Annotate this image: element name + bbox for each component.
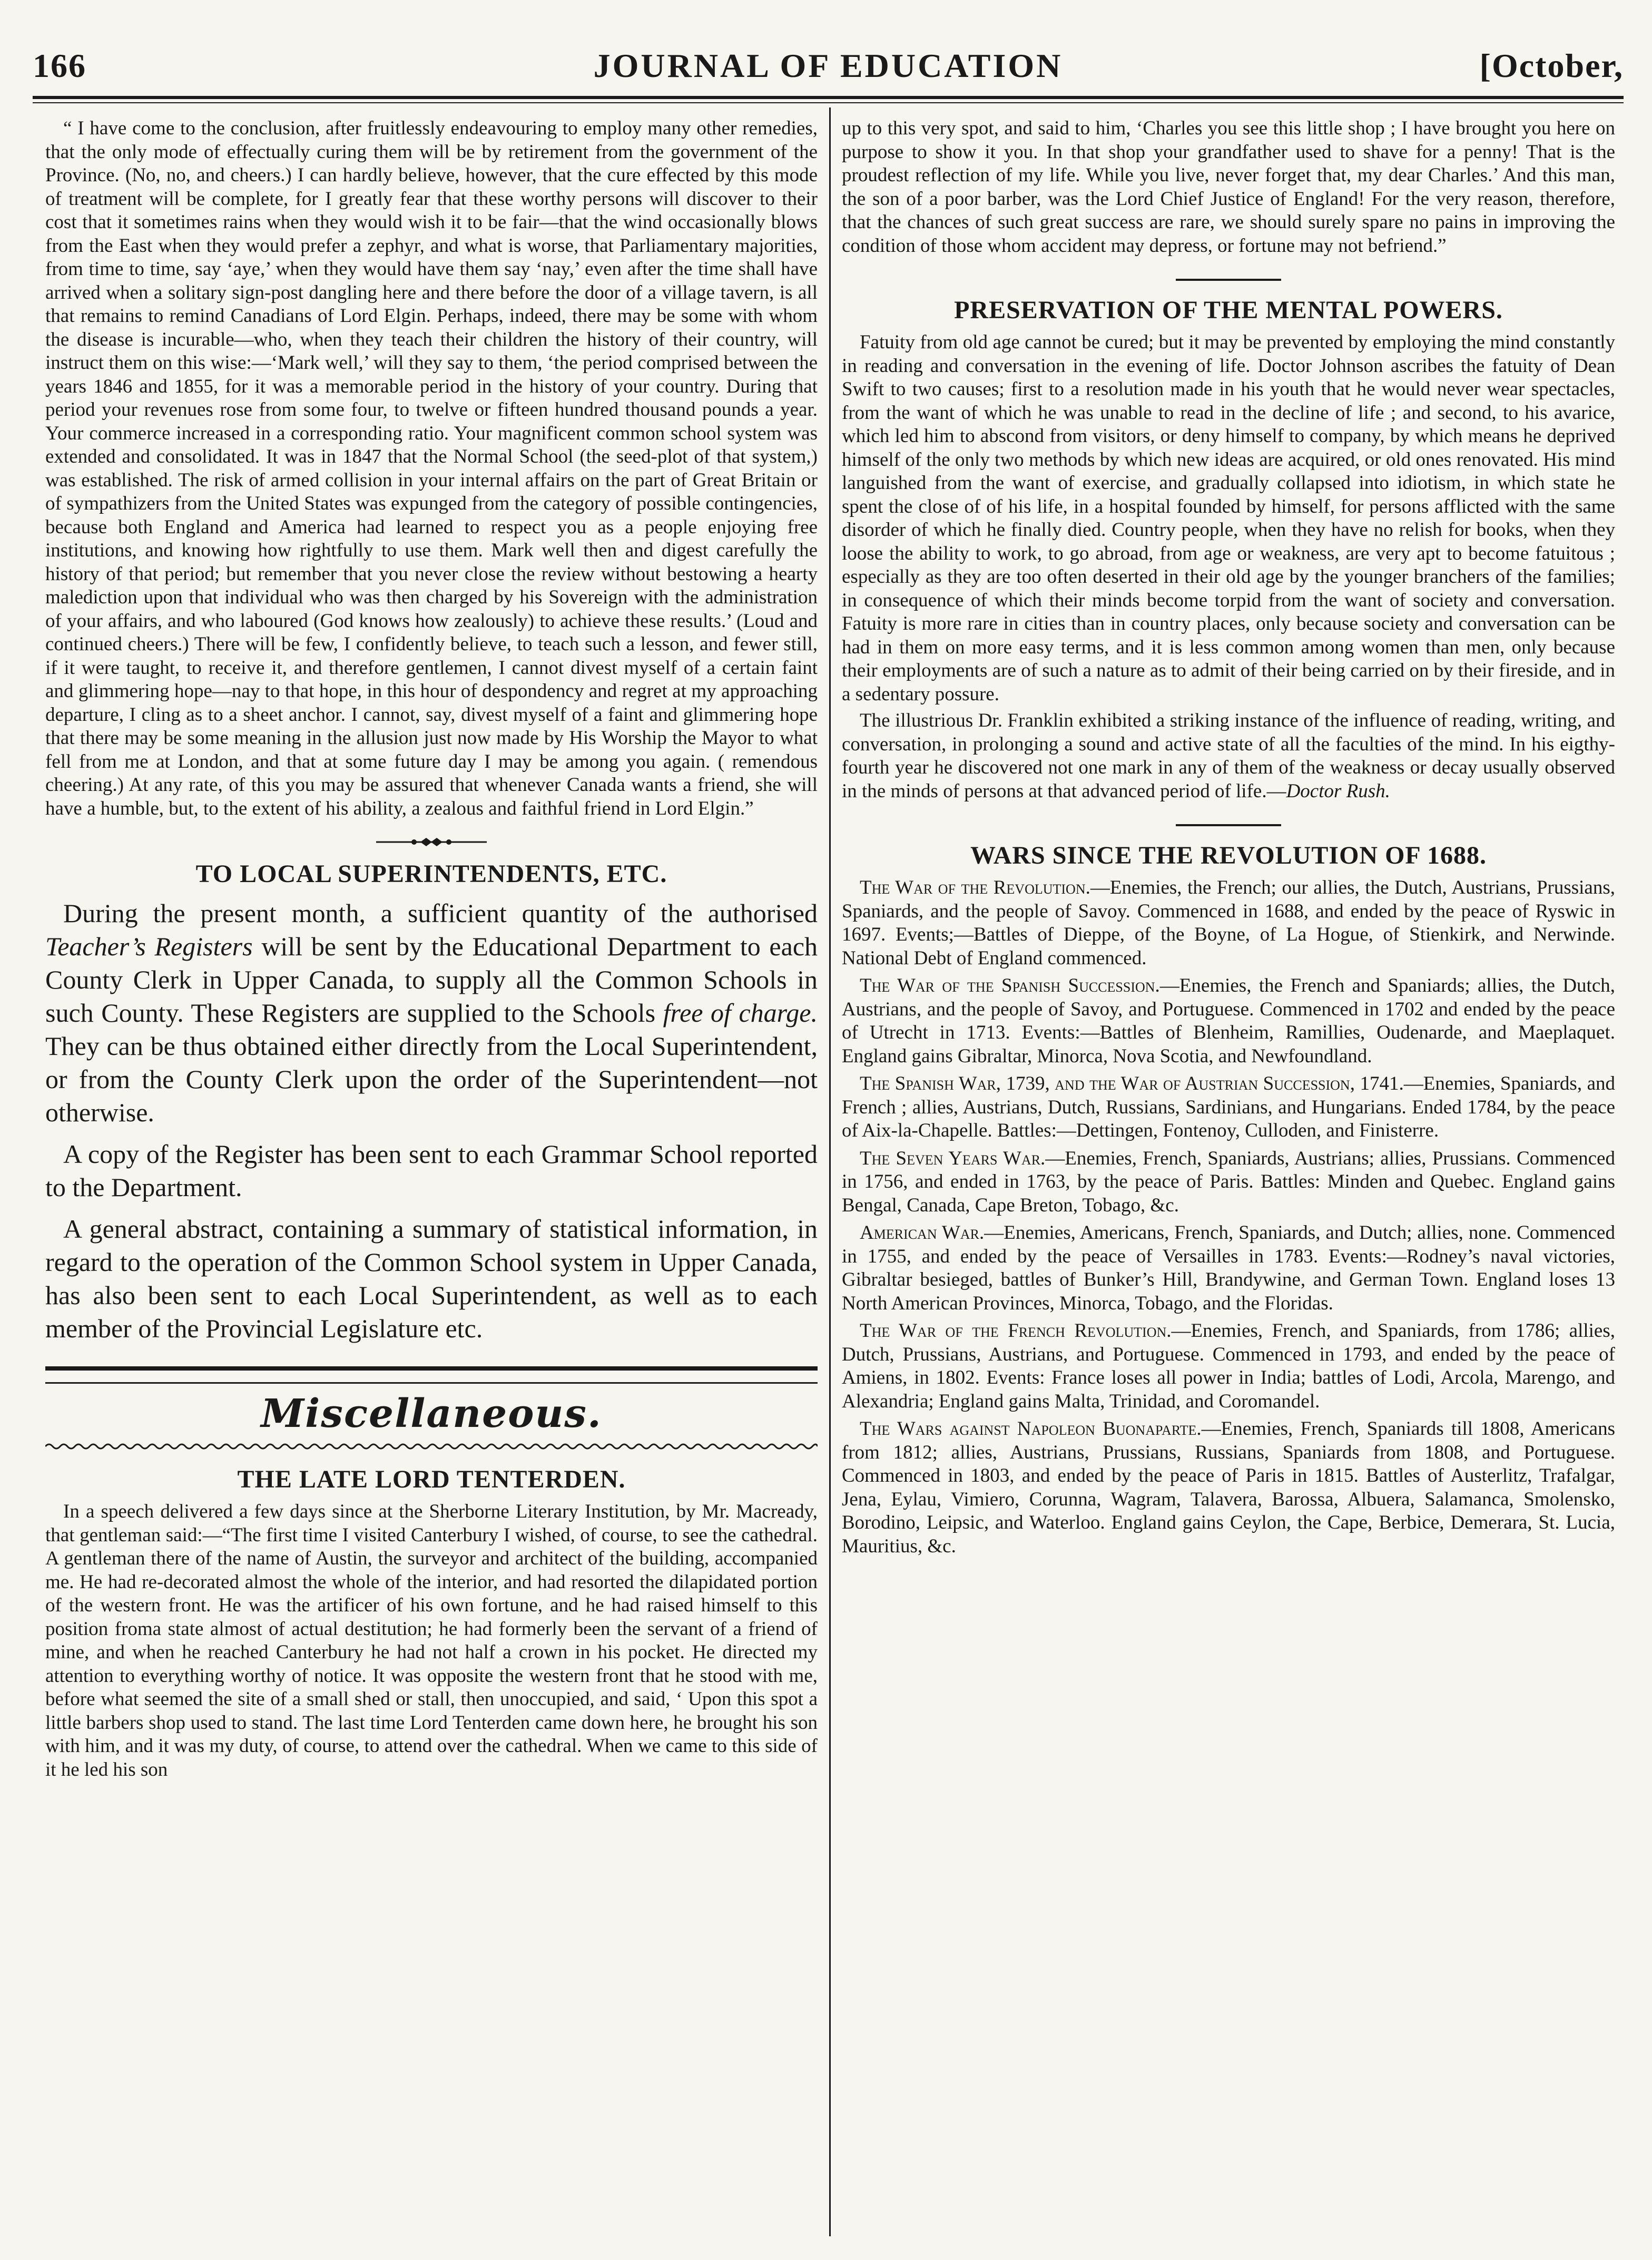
- war-entry-title: The War of the Revolution.: [860, 877, 1090, 898]
- ornament-divider: [376, 836, 487, 848]
- column-divider: [829, 107, 831, 2236]
- war-entry-body: —Enemies, French, and Spaniards, from 1786; allies, Dutch, Prussians, Austrians, and Portuguese. Commenced in 1793, and ended by the peace of Amiens, in 1802. Events: France loses all power in India; battles of Lodi, Arcola, Marengo, and Alexandria; England gains Malta, Trinidad, and Coromandel.: [842, 1320, 1616, 1412]
- superintendents-para-3: A general abstract, containing a summary of statistical information, in regard to the operation of the Common School system in Upper Canada, has also been sent to each Local Superintendent, as well as to each member of the Provincial Legislature etc.: [45, 1214, 818, 1343]
- teachers-registers-emphasis: Teacher’s Registers: [45, 932, 253, 961]
- superintendents-para-1: [45, 897, 818, 1129]
- mental-powers-para-1: Fatuity from old age cannot be cured; but it may be prevented by employing the mind constantly in reading and conversation in the evening of life. Doctor Johnson ascribes the fatuity of Dean Swift to two causes; first to a resolution made in his youth that he would never wear spectacles, from the want of which he was unable to read in the decline of life ; and second, to his avarice, which led him to abscond from visitors, or deny himself to company, by which means he deprived himself of the only two methods by which new ideas are acquired, or old ones renovated. His mind languished from the want of exercise, and gradually collapsed into idiotism, in which state he spent the close of of his life, in a hospital founded by himself, for persons afflicted with the same disorder of which he finally died. Country people, when they have no relish for books, when they loose the ability to work, to go abroad, from age or weakness, are very apt to become fatuitous ; especially as they are too often deserted in their old age by the younger branchers of the families; in consequence of which their minds become torpid from the want of society and conversation. Fatuity is more rare in cities than in country places, only because society and conversation can be had in them on more easy terms, and it is less common among women than men, only because their employments are of such a nature as to admit of their being carried on by their fireside, and in a sedentary possure.: [842, 331, 1615, 705]
- superintendents-heading: TO LOCAL SUPERINTENDENTS, ETC.: [195, 860, 667, 888]
- war-entry-body: 1741.—Enemies, Spaniards, and French ; allies, Austrians, Dutch, Russians, Sardinians, and Hungarians. Ended 1784, by the peace of Aix-la-Chapelle. Battles:—Dettingen, Fontenoy, Culloden, and Finisterre.: [842, 1073, 1616, 1141]
- war-entry: [842, 1417, 1615, 1558]
- month-label: [October,: [1479, 47, 1624, 84]
- miscellaneous-heading: Miscellaneous.: [261, 1391, 602, 1436]
- war-entry: [842, 876, 1615, 970]
- mental-powers-para-2: [842, 709, 1615, 803]
- war-entry-title: The War of the Spanish Succession.: [860, 975, 1160, 996]
- war-entry-body: —Enemies, French, Spaniards till 1808, Americans from 1812; allies, Austrians, Prussians, Russians, Spaniards from 1808, and Portuguese. Commenced in 1803, and ended by the peace of Paris in 1815. Battles of Austerlitz, Trafalgar, Jena, Eylau, Vimiero, Corunna, Wagram, Talavera, Barossa, Albuera, Salamanca, Smolensko, Borodino, Leipsic, and Waterloo. England gains Ceylon, the Cape, Berbice, Demerara, St. Lucia, Mauritius, &c.: [842, 1418, 1615, 1557]
- mental-powers-heading: PRESERVATION OF THE MENTAL POWERS.: [954, 296, 1503, 324]
- doctor-rush-signature: Doctor Rush.: [1286, 780, 1390, 802]
- header-rule-thin: [33, 102, 1624, 103]
- superintendents-para-2: A copy of the Register has been sent to each Grammar School reported to the Department.: [45, 1139, 818, 1202]
- misc-top-rule: [45, 1366, 818, 1384]
- war-entry-body: —Enemies, French, Spaniards, Austrians; allies, Prussians. Commenced in 1756, and ended in 1763, by the peace of Paris. Battles: Minden and Quebec. England gains Bengal, Canada, Cape Breton, Tobago, &c.: [842, 1147, 1615, 1216]
- war-entry-body: —Enemies, the French and Spaniards; allies, the Dutch, Austrians, and the people of Savoy, and Portuguese. Commenced in 1702 and ended by the peace of Utrecht in 1713. Events:—Battles of Blenheim, Ramillies, Oudenarde, and Maeplaquet. England gains Gibraltar, Minorca, Nova Scotia, and Newfoundland.: [842, 975, 1615, 1067]
- left-column: [45, 117, 818, 1782]
- tenterden-body: In a speech delivered a few days since at the Sherborne Literary Institution, by Mr. Macready, that gentleman said:—“The first time I visited Canterbury I wished, of course, to see the cathedral. A gentleman there of the name of Austin, the surveyor and architect of the building, accompanied me. He had re-decorated almost the whole of the interior, and had resorted the dilapidated portion of the western front. He was the artificer of his own fortune, and he had raised himself to this position froma state almost of actual destitution; he had formerly been the servant of a friend of mine, and when he reached Canterbury he had not half a crown in his pocket. He directed my attention to everything worthy of notice. It was opposite the western front that he stood with me, before what seemed the site of a small shed or stall, then unoccupied, and said, ‘ Upon this spot a little barbers shop used to stand. The last time Lord Tenterden came down here, he brought his son with him, and it was my duty, of course, to attend over the cathedral. When we came to this side of it he led his son: [45, 1501, 818, 1780]
- elgin-speech-quote: “ I have come to the conclusion, after fruitlessly endeavouring to employ many other remedies, that the only mode of effectually curing them will be by retirement from the government of the Province. (No, no, and cheers.) I can hardly believe, however, that the cure effected by this mode of treatment will be complete, for I greatly fear that these worthy persons will discover to their cost that it sometimes rains when they would wish it to be fair—that the wind occasionally blows from the East when they would prefer a zephyr, and what is worse, that Parliamentary majorities, from time to time, say ‘aye,’ when they would have them say ‘nay,’ even after the time shall have arrived when a solitary sign-post dangling here and there before the door of a village tavern, is all that remains to remind Canadians of Lord Elgin. Perhaps, indeed, there may be some with whom the disease is incurable—who, when they teach their children the history of their country, will instruct them on this wise:—‘Mark well,’ will they say to them, ‘the period comprised between the years 1846 and 1855, for it was a memorable period in the history of your country. During that period your revenues rose from some four, to twelve or fifteen hundred thousand pounds a year. Your commerce increased in a corresponding ratio. Your magnificent common school system was extended and consolidated. It was in 1847 that the Normal School (the seed-plot of that system,) was established. The risk of armed collision in your internal affairs on the part of Great Britain or of sympathizers from the United States was expunged from the category of possible contingencies, because both England and America had learned to respect you as a people enjoying free institutions, and knowing how rightfully to use them. Mark well then and digest carefully the history of that period; but remember that you never close the review without bestowing a hearty malediction upon that individual who was then charged by his Sovereign with the administration of your affairs, and who laboured (God knows how zealously) to achieve these results.’ (Loud and continued cheers.) There will be few, I confidently believe, to teach such a lesson, and fewer still, if it were taught, to receive it, and therefore gentlemen, I cannot divest myself of a certain faint and glimmering hope—nay to that hope, in this hour of despondency and regret at my approaching departure, I cling as to a sheet anchor. I cannot, say, divest myself of a faint and glimmering hope that there may be some meaning in the allusion just now made by His Worship the Mayor to what fell from me at London, and that at some future day I may be among you again. ( remendous cheering.) At any rate, of this you may be assured that whenever Canada wants a friend, she will have a humble, but, to the extent of his ability, a zealous and faithful friend in Lord Elgin.”: [45, 118, 818, 819]
- war-entry: [842, 974, 1615, 1068]
- war-entry-title: The Spanish War, 1739, and the War of Austrian Succession,: [860, 1073, 1355, 1094]
- war-entry-title: The Wars against Napoleon Buonaparte.: [860, 1418, 1202, 1440]
- war-entry: [842, 1319, 1615, 1413]
- superintendents-p1-part-a: During the present month, a sufficient quantity of the authorised: [63, 898, 818, 928]
- war-entry-title: The Seven Years War.: [860, 1147, 1046, 1169]
- wars-list: [842, 876, 1615, 1558]
- right-column: [842, 117, 1615, 1558]
- wavy-rule: [45, 1442, 818, 1451]
- journal-title: JOURNAL OF EDUCATION: [593, 47, 1063, 84]
- running-head: [33, 42, 1624, 90]
- franklin-text: The illustrious Dr. Franklin exhibited a striking instance of the influence of reading, writing, and conversation, in prolonging a sound and active state of all the faculties of the mind. In his eigthy-fourth year he discovered not one mark in any of them of the weakness or decay usually observed in the minds of persons at that advanced period of life.—: [842, 710, 1615, 802]
- header-rule-thick: [33, 96, 1624, 99]
- war-entry-title: The War of the French Revolution.: [860, 1320, 1172, 1342]
- superintendents-p1-part-c: They can be thus obtained either directly from the Local Superintendent, or from the County Clerk upon the order of the Superintendent—not otherwise.: [45, 1031, 818, 1127]
- war-entry-title: American War.: [860, 1222, 985, 1244]
- war-entry-body: —Enemies, Americans, French, Spaniards, and Dutch; allies, none. Commenced in 1755, and ended by the peace of Versailles in 1783. Events:—Rodney’s naval victories, Gibraltar besieged, battles of Bunker’s Hill, Brandywine, and German Town. England loses 13 North American Provinces, Minorca, Tobago, and the Floridas.: [842, 1222, 1615, 1314]
- superintendents-p1-part-b: will be sent by the Educational Department to each County Clerk in Upper Canada, to supply all the Common Schools in such County. These Registers are supplied to the Schools: [45, 932, 818, 1028]
- tenterden-heading: THE LATE LORD TENTERDEN.: [237, 1465, 626, 1493]
- wars-heading: WARS SINCE THE REVOLUTION OF 1688.: [970, 842, 1487, 869]
- war-entry: [842, 1147, 1615, 1218]
- page-number: 166: [33, 47, 86, 84]
- war-entry: [842, 1072, 1615, 1143]
- war-entry-body: —Enemies, the French; our allies, the Dutch, Austrians, Prussians, Spaniards, and the people of Savoy. Commenced in 1688, and ended by the peace of Ryswic in 1697. Events;—Battles of Dieppe, of the Boyne, of La Hogue, of Stienkirk, and Nerwinde. National Debt of England commenced.: [842, 877, 1615, 969]
- free-of-charge-emphasis: free of charge.: [663, 998, 818, 1028]
- tenterden-continuation: up to this very spot, and said to him, ‘Charles you see this little shop ; I have brought you here on purpose to show it you. In that shop your grandfather used to shave for a penny! That is the proudest reflection of my life. While you live, never forget that, my dear Charles.’ And this man, the son of a poor barber, was the Lord Chief Justice of England! For the very reason, therefore, that the chances of such great success are rare, we should surely spare no pains in improving the condition of those whom accident may depress, or fortune may not befriend.”: [842, 118, 1615, 257]
- war-entry: [842, 1221, 1615, 1315]
